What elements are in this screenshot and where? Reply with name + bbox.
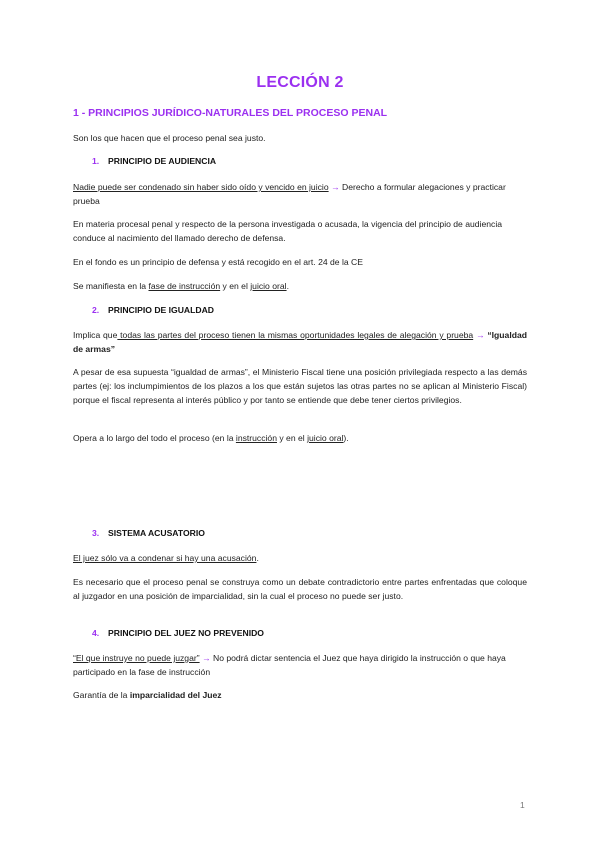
underlined-text: El juez sólo va a condenar si hay una acusación bbox=[73, 553, 257, 563]
text: y en el bbox=[276, 433, 308, 443]
text: Implica que bbox=[73, 330, 118, 340]
juez-paragraph-1 bbox=[73, 651, 527, 679]
acusatorio-paragraph-2: Es necesario que el proceso penal se construya como un debate contradictorio entre partes enfrentadas que coloque al juzgador en una posición de imparcialidad, sin la cual el proceso no puede ser justo. bbox=[73, 577, 527, 601]
text: No podrá dictar sentencia el Juez que haya dirigido la instrucción o que haya participado en la fase de instrucción bbox=[73, 653, 506, 677]
igualdad-paragraph-2: A pesar de esa supuesta “igualdad de armas”, el Ministerio Fiscal tiene una posición privilegiada respecto a las demás partes (ej: los inclumpimientos de los plazos a los que están sujetos las otras partes no se aplican al Ministerio Fiscal) porque el fiscal representa al interés público y por tanto se entiende que debe tener ciertos privilegios. bbox=[73, 367, 527, 405]
audiencia-paragraph-1 bbox=[73, 180, 527, 208]
text: y en el bbox=[220, 281, 251, 291]
arrow-icon: → bbox=[475, 330, 485, 340]
arrow-icon: → bbox=[331, 182, 340, 192]
igualdad-paragraph-3 bbox=[73, 431, 527, 445]
bold-text: imparcialidad del Juez bbox=[129, 690, 222, 700]
text: Derecho a formular alegaciones y practicar prueba bbox=[73, 182, 506, 206]
audiencia-paragraph-3: En el fondo es un principio de defensa y está recogido en el art. 24 de la CE bbox=[73, 257, 363, 267]
heading-number: 2. bbox=[92, 305, 100, 315]
text: . bbox=[256, 553, 259, 563]
heading-number: 4. bbox=[92, 628, 100, 638]
bold-text: “Igualdad de armas” bbox=[73, 330, 527, 354]
text: Se manifiesta en la bbox=[73, 281, 149, 291]
heading-text: PRINCIPIO DE IGUALDAD bbox=[108, 305, 214, 315]
page-title: LECCIÓN 2 bbox=[256, 74, 344, 91]
underlined-text: “El que instruye no puede juzgar” bbox=[73, 653, 200, 663]
audiencia-paragraph-2: En materia procesal penal y respecto de la persona investigada o acusada, la vigencia del principio de audiencia conduce al nacimiento del llamado derecho de defensa. bbox=[73, 219, 503, 243]
juez-paragraph-2 bbox=[73, 688, 527, 702]
heading-number: 3. bbox=[92, 528, 100, 538]
text: ). bbox=[343, 433, 349, 443]
heading-text: PRINCIPIO DE AUDIENCIA bbox=[108, 156, 217, 166]
underlined-text: instrucción bbox=[235, 433, 277, 443]
underlined-text: juicio oral bbox=[250, 281, 287, 291]
heading-igualdad bbox=[92, 305, 214, 315]
intro-paragraph: Son los que hacen que el proceso penal sea justo. bbox=[73, 133, 266, 143]
underlined-text: Nadie puede ser condenado sin haber sido oído y vencido en juicio bbox=[73, 182, 329, 192]
audiencia-paragraph-4 bbox=[73, 279, 527, 293]
section-title: 1 - PRINCIPIOS JURÍDICO-NATURALES DEL PROCESO PENAL bbox=[73, 107, 388, 119]
igualdad-paragraph-1 bbox=[73, 328, 527, 356]
arrow-icon: → bbox=[202, 653, 211, 663]
heading-juez-no-prevenido bbox=[92, 628, 264, 638]
acusatorio-paragraph-1 bbox=[73, 551, 527, 565]
heading-text: SISTEMA ACUSATORIO bbox=[108, 528, 205, 538]
text: Opera a lo largo del todo el proceso (en la bbox=[73, 433, 236, 443]
text: Garantía de la bbox=[73, 690, 130, 700]
heading-acusatorio bbox=[92, 528, 205, 538]
heading-number: 1. bbox=[92, 156, 100, 166]
underlined-text: fase de instrucción bbox=[148, 281, 221, 291]
heading-text: PRINCIPIO DEL JUEZ NO PREVENIDO bbox=[108, 628, 264, 638]
text: . bbox=[286, 281, 289, 291]
page-number: 1 bbox=[520, 800, 525, 810]
heading-audiencia bbox=[92, 156, 216, 166]
underlined-text: todas las partes del proceso tienen la mismas oportunidades legales de alegación y prueba bbox=[117, 330, 474, 340]
underlined-text: juicio oral bbox=[307, 433, 344, 443]
